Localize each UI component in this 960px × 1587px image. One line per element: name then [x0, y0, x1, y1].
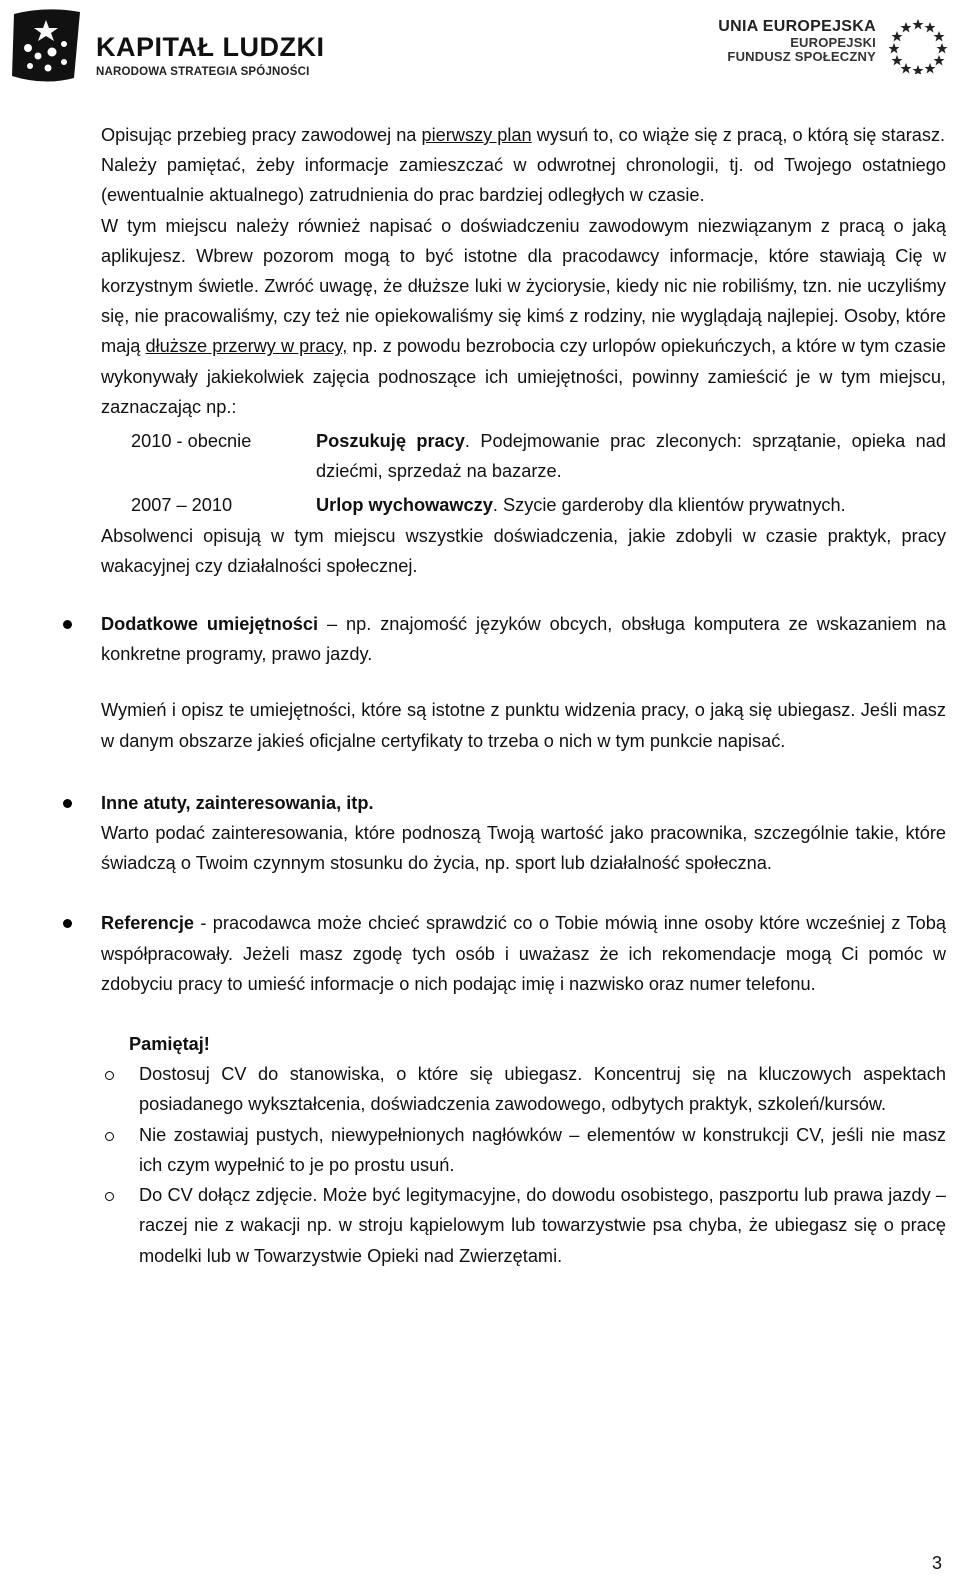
eu-logo: [718, 18, 948, 74]
entry-description: Poszukuję pracy. Podejmowanie prac zleconych: sprzątanie, opieka nad dziećmi, sprzedaż na bazarze.: [316, 431, 946, 482]
paragraph-chronology: Należy pamiętać, żeby informacje zamieszczać w odwrotnej chronologii, tj. od Twojego ostatniego (ewentualnie aktualnego) zatrudnienia do prac bardziej odległych w czasie.: [101, 155, 946, 206]
eu-line-1: UNIA EUROPEJSKA: [718, 18, 876, 35]
remember-item: Do CV dołącz zdjęcie. Może być legitymacyjne, do dowodu osobistego, paszportu lub prawa jazdy – raczej nie z wakacji np. w stroju kąpielowym lub towarzystwie psa chyba, że ubiegasz się o pracę modelki lub w Towarzystwie Opieki nad Zwierzętami.: [101, 1180, 946, 1271]
entry-years: 2007 – 2010: [131, 495, 233, 516]
remember-title: Pamiętaj!: [129, 1034, 210, 1055]
bullet-references: Referencje - pracodawca może chcieć sprawdzić co o Tobie mówią inne osoby które wcześniej z Tobą współpracowały. Jeżeli masz zgodę tych osób i uważasz że ich rekomendacje mogą Ci pomóc w zdobyciu pracy to umieść informacje o nich podając imię i nazwisko oraz numer telefonu.: [101, 908, 946, 999]
page-header: [0, 0, 960, 90]
remember-list: [101, 1059, 946, 1270]
page-number: 3: [931, 1553, 942, 1573]
eu-stars-icon: [888, 14, 948, 74]
kapital-ludzki-logo: [8, 6, 324, 84]
document-body: [101, 120, 946, 1271]
paragraph-skills-details: Wymień i opisz te umiejętności, które są istotne z punktu widzenia pracy, o jaką się ubiegasz. Jeśli masz w danym obszarze jakieś oficjalne certyfikaty to trzeba o nich w tym punkcie napisać.: [101, 700, 946, 751]
bullet-additional-skills: Dodatkowe umiejętności – np. znajomość języków obcych, obsługa komputera ze wskazaniem na konkretne programy, prawo jazdy.: [101, 609, 946, 669]
paragraph-interests: Warto podać zainteresowania, które podnoszą Twoją wartość jako pracownika, szczególnie takie, które świadczą o Twoim czynnym stosunku do życia, np. sport lub działalność społeczna.: [101, 823, 946, 874]
remember-item: Nie zostawiaj pustych, niewypełnionych nagłówków – elementów w konstrukcji CV, jeśli nie masz ich czym wypełnić to je po prostu usuń.: [101, 1120, 946, 1180]
experience-entry-2: [131, 490, 946, 520]
kapital-ludzki-subtitle: NARODOWA STRATEGIA SPÓJNOŚCI: [96, 66, 310, 78]
eu-line-2: EUROPEJSKI: [790, 34, 876, 50]
eu-line-3: FUNDUSZ SPOŁECZNY: [727, 48, 876, 64]
paragraph-unrelated-experience: W tym miejscu należy również napisać o doświadczeniu zawodowym niezwiązanym z pracą o jaką aplikujesz. Wbrew pozorom mogą to być istotne dla pracodawcy informacje, które stawiają Cię w korzystnym świetle. Zwróć uwagę, że dłuższe luki w życiorysie, kiedy nic nie robiliśmy, tzn. nie uczyliśmy się, nie pracowaliśmy, czy też nie opiekowaliśmy się kimś z rodziny, nie wyglądają najlepiej. Osoby, które mają dłuższe przerwy w pracy, np. z powodu bezrobocia czy urlopów opiekuńczych, a które w tym czasie wykonywały jakiekolwiek zajęcia podnoszące ich umiejętności, powinny zamieścić je w tym miejscu, zaznaczając np.:: [101, 215, 946, 417]
bullet-other-assets: Inne atuty, zainteresowania, itp.: [101, 788, 946, 818]
underlined-longer-breaks: dłuższe przerwy w pracy,: [145, 336, 348, 357]
paragraph-intro: Opisując przebieg pracy zawodowej na pierwszy plan wysuń to, co wiąże się z pracą, o którą się starasz.: [101, 125, 946, 145]
kapital-ludzki-emblem-icon: [8, 6, 86, 84]
remember-item: Dostosuj CV do stanowiska, o które się ubiegasz. Koncentruj się na kluczowych aspektach posiadanego wykształcenia, doświadczenia zawodowego, odbytych praktyk, szkoleń/kursów.: [101, 1059, 946, 1119]
kapital-ludzki-title: KAPITAŁ LUDZKI: [96, 32, 325, 62]
entry-years: 2010 - obecnie: [131, 431, 252, 452]
entry-description: Urlop wychowawczy. Szycie garderoby dla klientów prywatnych.: [316, 495, 846, 516]
underlined-first-plan: pierwszy plan: [421, 125, 532, 145]
experience-entry-1: [131, 426, 946, 486]
paragraph-graduates: Absolwenci opisują w tym miejscu wszystkie doświadczenia, jakie zdobyli w czasie praktyk, pracy wakacyjnej czy działalności społecznej.: [101, 525, 946, 576]
